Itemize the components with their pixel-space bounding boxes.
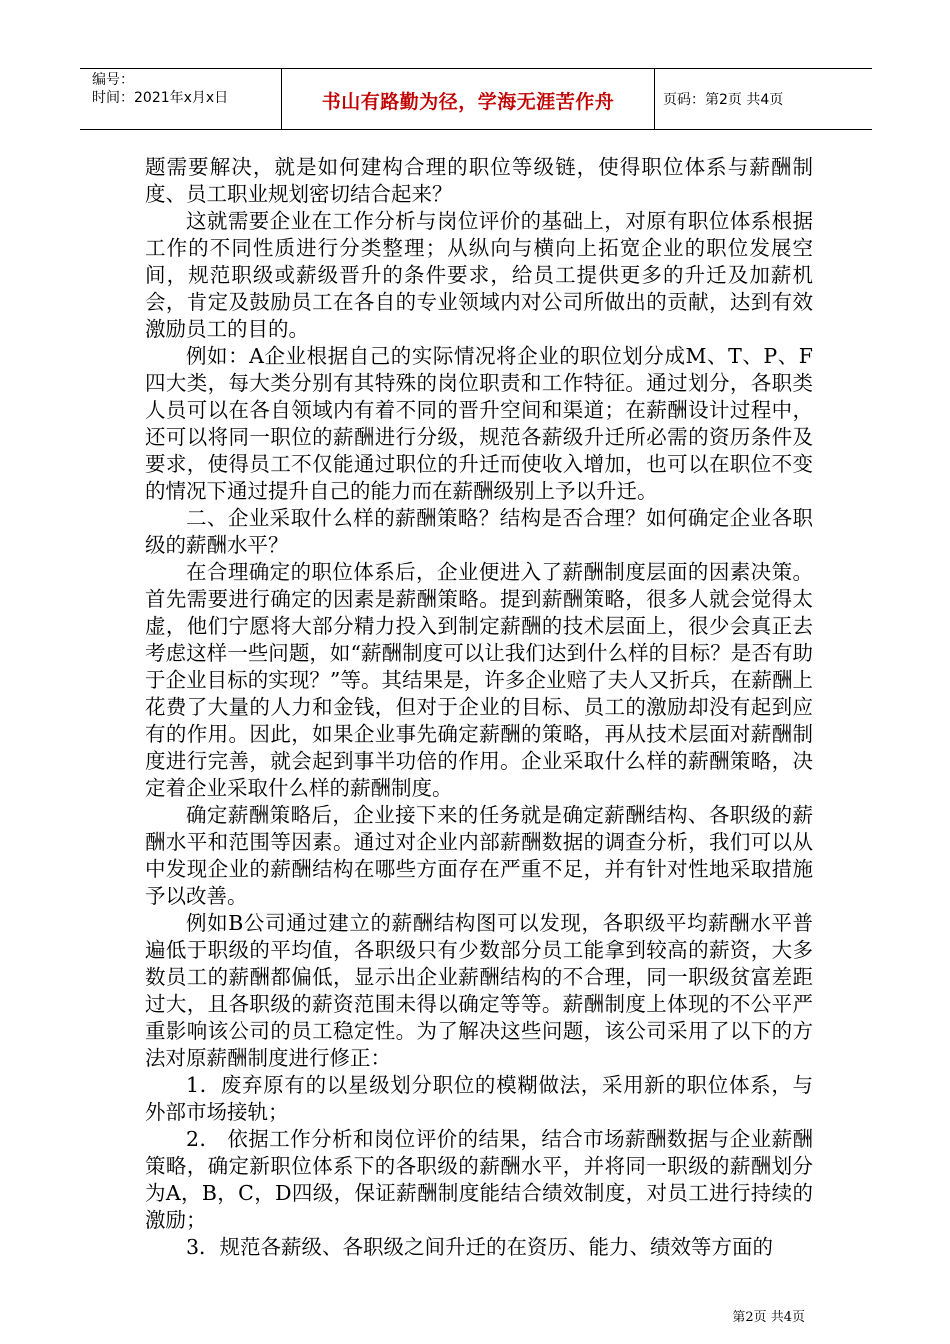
header-page-cell [655,69,872,129]
header-motto-cell [281,69,655,129]
page-footer: 第2页 共4页 [732,1310,805,1325]
paragraph: 这就需要企业在工作分析与岗位评价的基础上，对原有职位体系根据工作的不同性质进行分类整理；从纵向与横向上拓宽企业的职位发展空间，规范职级或薪级晋升的条件要求，给员工提供更多的升迁及加薪机会，肯定及鼓励员工在各自的专业领域内对公司所做出的贡献，达到有效激励员工的目的。 [145,209,813,341]
header-meta [80,69,280,131]
header-motto: 书山有路勤为径，学海无涯苦作舟 [321,91,615,113]
document-time-label: 时间：2021年x月x日 [92,90,229,106]
list-item: 2． 依据工作分析和岗位评价的结果，结合市场薪酬数据与企业薪酬策略，确定新职位体系下的各职级的薪酬水平，并将同一职级的薪酬划分为A，B，C，D四级，保证薪酬制度能结合绩效制度，对员工进行持续的激励； [145,1127,813,1232]
paragraph: 确定薪酬策略后，企业接下来的任务就是确定薪酬结构、各职级的薪酬水平和范围等因素。通过对企业内部薪酬数据的调查分析，我们可以从中发现企业的薪酬结构在哪些方面存在严重不足，并有针对性地采取措施予以改善。 [145,803,813,908]
document-body [145,154,813,1261]
document-number-label: 编号： [92,72,134,88]
section-heading: 二、企业采取什么样的薪酬策略？结构是否合理？如何确定企业各职级的薪酬水平？ [145,506,813,557]
paragraph: 例如：A企业根据自己的实际情况将企业的职位划分成M、T、P、F四大类，每大类分别有其特殊的岗位职责和工作特征。通过划分，各职类人员可以在各自领域内有着不同的晋升空间和渠道；在薪酬设计过程中，还可以将同一职位的薪酬进行分级，规范各薪级升迁所必需的资历条件及要求，使得员工不仅能通过职位的升迁而使收入增加，也可以在职位不变的情况下通过提升自己的能力而在薪酬级别上予以升迁。 [145,344,813,503]
paragraph: 题需要解决，就是如何建构合理的职位等级链，使得职位体系与薪酬制度、员工职业规划密切结合起来？ [145,155,813,206]
list-item: 3．规范各薪级、各职级之间升迁的在资历、能力、绩效等方面的 [186,1235,774,1259]
page-header [80,68,872,130]
paragraph: 在合理确定的职位体系后，企业便进入了薪酬制度层面的因素决策。首先需要进行确定的因素是薪酬策略。提到薪酬策略，很多人就会觉得太虚，他们宁愿将大部分精力投入到制定薪酬的技术层面上，很少会真正去考虑这样一些问题，如“薪酬制度可以让我们达到什么样的目标？是否有助于企业目标的实现？”等。其结果是，许多企业赔了夫人又折兵，在薪酬上花费了大量的人力和金钱，但对于企业的目标、员工的激励却没有起到应有的作用。因此，如果企业事先确定薪酬的策略，再从技术层面对薪酬制度进行完善，就会起到事半功倍的作用。企业采取什么样的薪酬策略，决定着企业采取什么样的薪酬制度。 [145,560,813,800]
header-page-number: 页码：第2页 共4页 [663,92,784,108]
list-item: 1．废弃原有的以星级划分职位的模糊做法，采用新的职位体系，与外部市场接轨； [145,1073,813,1124]
paragraph: 例如B公司通过建立的薪酬结构图可以发现，各职级平均薪酬水平普遍低于职级的平均值，各职级只有少数部分员工能拿到较高的薪资，大多数员工的薪酬都偏低，显示出企业薪酬结构的不合理，同一职级贫富差距过大，且各职级的薪资范围未得以确定等等。薪酬制度上体现的不公平严重影响该公司的员工稳定性。为了解决这些问题，该公司采用了以下的方法对原薪酬制度进行修正： [145,911,813,1070]
